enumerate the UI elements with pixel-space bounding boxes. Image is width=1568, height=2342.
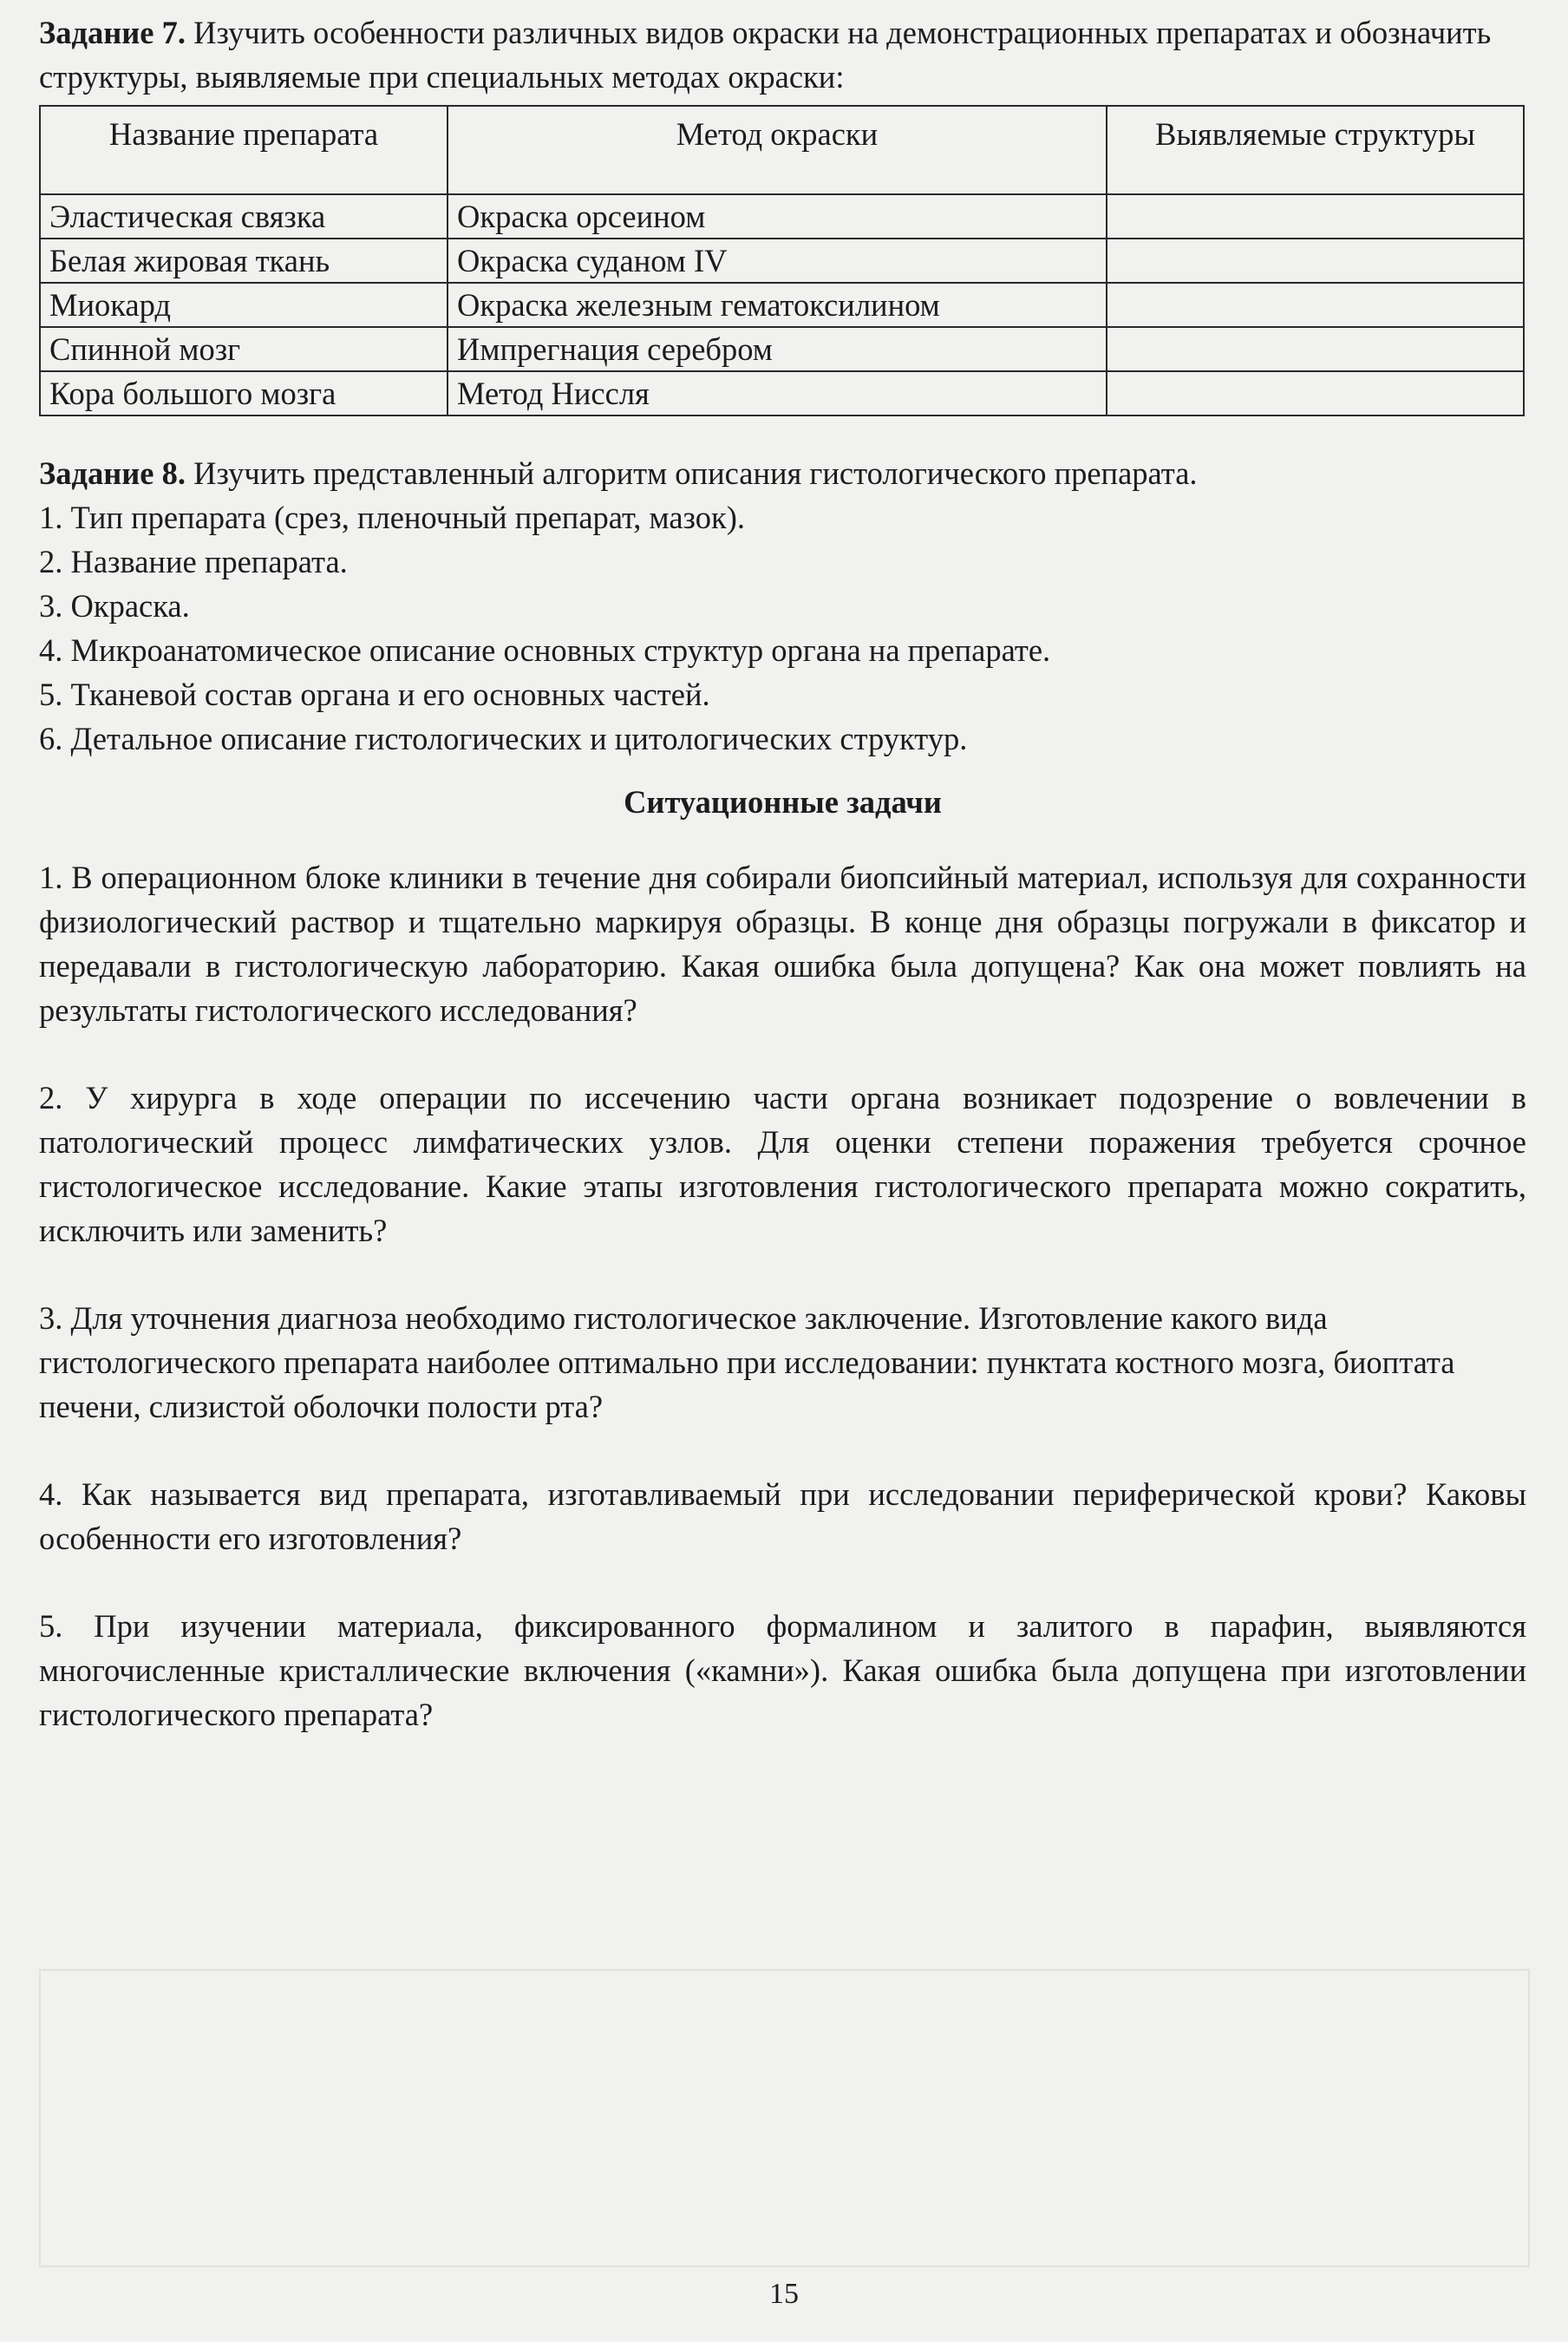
problem-3: 3. Для уточнения диагноза необходимо гистологическое заключение. Изготовление какого вида гистологического препарата наиболее оптимально при исследовании: пунктата костного мозга, биоптата печени, слизистой оболочки полости рта? <box>39 1300 1455 1424</box>
table-row <box>40 283 1524 327</box>
page-number: 15 <box>769 2278 799 2310</box>
list-item: 2. Название препарата. <box>39 544 348 579</box>
page-content <box>39 10 1526 1737</box>
table-row <box>40 371 1524 415</box>
table-cell: Кора большого мозга <box>40 371 448 415</box>
problem-5: 5. При изучении материала, фиксированного формалином и залитого в парафин, выявляются многочисленные кристаллические включения («камни»). Какая ошибка была допущена при изготовлении гистологического препарата? <box>39 1608 1526 1732</box>
section-title: Ситуационные задачи <box>624 784 942 820</box>
table-cell: Окраска железным гематоксилином <box>448 283 1107 327</box>
algorithm-list <box>39 495 1526 761</box>
list-item: 4. Микроанатомическое описание основных структур органа на препарате. <box>39 632 1051 668</box>
problem-2: 2. У хирурга в ходе операции по иссечению части органа возникает подозрение о вовлечении в патологический процесс лимфатических узлов. Для оценки степени поражения требуется срочное гистологическое исследование. Какие этапы изготовления гистологического препарата можно сократить, исключить или заменить? <box>39 1080 1526 1248</box>
table-cell <box>1107 371 1524 415</box>
table-cell: Белая жировая ткань <box>40 239 448 283</box>
task-8-heading <box>39 451 1526 495</box>
table-cell: Миокард <box>40 283 448 327</box>
table-cell <box>1107 327 1524 371</box>
table-cell: Окраска орсеином <box>448 194 1107 239</box>
list-item: 5. Тканевой состав органа и его основных частей. <box>39 677 710 712</box>
table-header-row <box>40 106 1524 194</box>
list-item: 6. Детальное описание гистологических и цитологических структур. <box>39 721 968 756</box>
list-item: 1. Тип препарата (срез, пленочный препарат, мазок). <box>39 500 745 535</box>
problem-4: 4. Как называется вид препарата, изготавливаемый при исследовании периферической крови? Каковы особенности его изготовления? <box>39 1476 1526 1556</box>
column-header: Метод окраски <box>448 106 1107 194</box>
table-row <box>40 327 1524 371</box>
table-cell <box>1107 194 1524 239</box>
task-7-heading <box>39 10 1526 99</box>
task-8-label: Задание 8. <box>39 455 186 491</box>
table-row <box>40 239 1524 283</box>
column-header: Выявляемые структуры <box>1107 106 1524 194</box>
table-cell: Эластическая связка <box>40 194 448 239</box>
staining-table <box>39 105 1525 416</box>
table-cell: Спинной мозг <box>40 327 448 371</box>
table-row <box>40 194 1524 239</box>
task-7-label: Задание 7. <box>39 15 186 50</box>
table-cell <box>1107 283 1524 327</box>
task-7-text: Изучить особенности различных видов окраски на демонстрационных препаратах и обозначить структуры, выявляемые при специальных методах окраски: <box>39 15 1492 95</box>
table-cell: Метод Нисcля <box>448 371 1107 415</box>
table-cell: Окраска суданом IV <box>448 239 1107 283</box>
table-cell: Импрегнация серебром <box>448 327 1107 371</box>
problem-1: 1. В операционном блоке клиники в течение дня собирали биопсийный материал, используя для сохранности физиологический раствор и тщательно маркируя образцы. В конце дня образцы погружали в фиксатор и передавали в гистологическую лабораторию. Какая ошибка была допущена? Как она может повлиять на результаты гистологического исследования? <box>39 860 1526 1028</box>
column-header: Название препарата <box>40 106 448 194</box>
bleed-through-table <box>39 1969 1530 2267</box>
list-item: 3. Окраска. <box>39 588 190 624</box>
task-8-text: Изучить представленный алгоритм описания гистологического препарата. <box>193 455 1198 491</box>
table-cell <box>1107 239 1524 283</box>
